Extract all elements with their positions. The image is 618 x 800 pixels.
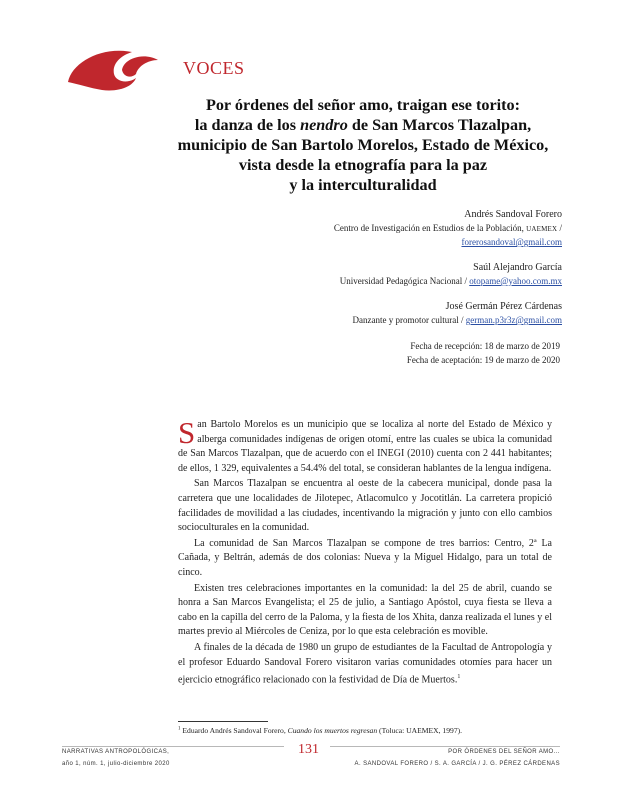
article-title [120,95,606,195]
footer-journal-info [62,746,170,770]
running-authors: A. SANDOVAL FORERO / S. A. GARCÍA / J. G. PÉREZ CÁRDENAS [354,761,560,767]
title-line-1: Por órdenes del señor amo, traigan ese torito: [205,96,521,114]
author-list [162,208,562,339]
title-line-3: municipio de San Bartolo Morelos, Estado de México, [177,136,549,154]
affiliation-separator: / [557,223,562,233]
title-line-2c: de San Marcos Tlazalpan, [347,116,532,134]
author-affiliation [162,222,562,236]
paragraph-text: A finales de la década de 1980 un grupo de estudiantes de la Facultad de Antropología y el profesor Eduardo Sandoval Forero visitaron varias comunidades otomíes para hacer un ejercicio etnográfico relacionado con la festividad de Día de Muertos. [178,641,552,686]
title-line-5: y la interculturalidad [289,176,437,194]
section-label: VOCES [183,58,245,78]
author-name: Andrés Sandoval Forero [464,209,562,220]
paragraph [178,641,552,688]
footnote-text: Eduardo Andrés Sandoval Forero, [180,726,288,735]
footnote-reference[interactable]: 1 [457,674,461,681]
author-email-link[interactable]: german.p3r3z@gmail.com [465,315,562,325]
article-body [178,415,552,689]
accepted-date: Fecha de aceptación: 19 de marzo de 2020 [406,355,560,365]
title-line-2 [120,115,606,135]
footnote-number: 1 [178,726,181,732]
author-email-line [162,236,562,249]
affiliation-text: Universidad Pedagógica Nacional / [339,276,470,286]
paragraph [178,415,552,476]
author-email-link[interactable]: forerosandoval@gmail.com [461,237,562,247]
author-name: Saúl Alejandro García [473,262,562,273]
journal-logo-icon [62,42,162,94]
journal-issue: año 1, núm. 1, julio-diciembre 2020 [62,761,170,767]
affiliation-text: Danzante y promotor cultural / [352,315,466,325]
title-line-2-italic: nendro [300,116,348,134]
paragraph-text: an Bartolo Morelos es un municipio que se localiza al norte del Estado de México y alberga comunidades indígenas de origen otomí, entre las cuales se ubica la comunidad de San Marcos Tlazalpan, que de acuerdo con el INEGI (2010) cuenta con 2 441 habitantes; de ellos, 1 329, equivalentes a 54.4% del total, se consideran hablantes de la lengua indígena. [178,419,552,474]
author-affiliation [162,314,562,327]
received-date: Fecha de recepción: 18 de marzo de 2019 [410,341,560,351]
title-line-2a: la danza de los [194,116,301,134]
title-line-4: vista desde la etnografía para la paz [238,156,488,174]
paragraph: Existen tres celebraciones importantes en la comunidad: la del 25 de abril, cuando se honra a San Marcos Evangelista; el 25 de julio, a Santiago Apóstol, cuya fiesta se lleva a cabo en la capilla del cerro de la Paloma, y la fiesta de los Xhita, danza realizada el lunes y el martes previo al Miércoles de Ceniza, por lo que esta celebración es movible. [178,582,552,638]
author-entry [162,208,562,249]
affiliation-text: Centro de Investigación en Estudios de la Población, [333,223,527,233]
footnote-text-end: (Toluca: UAEMEX, 1997). [377,726,463,735]
drop-cap: S [178,415,196,450]
author-affiliation [162,275,562,288]
paragraph: San Marcos Tlazalpan se encuentra al oeste de la cabecera municipal, donde pasa la carretera que une localidades de Jilotepec, Atlacomulco y Jocotitlán. La carretera propició facilidades de movilidad a las ciudades, incentivando la migración y junto con ello cambios socioculturales en la comunidad. [178,478,552,534]
footer-running-head [355,746,560,770]
footnote-divider [178,721,268,722]
paragraph: La comunidad de San Marcos Tlazalpan se compone de tres barrios: Centro, 2ª La Cañada, y Beltrán, además de dos colonias: Nueva y la Miguel Hidalgo, para un total de cinco. [178,537,552,578]
page-number: 131 [298,742,319,757]
author-name: José Germán Pérez Cárdenas [445,301,562,312]
footnote [178,726,558,735]
running-title: POR ÓRDENES DEL SEÑOR AMO… [448,749,560,755]
affiliation-acronym: UAEMEX [526,225,558,233]
footnote-title: Cuando los muertos regresan [287,726,378,735]
author-email-link[interactable]: otopame@yahoo.com.mx [469,276,562,286]
author-entry [162,261,562,288]
journal-name: NARRATIVAS ANTROPOLÓGICAS, [62,749,170,755]
author-entry [162,300,562,327]
submission-dates [407,339,560,367]
